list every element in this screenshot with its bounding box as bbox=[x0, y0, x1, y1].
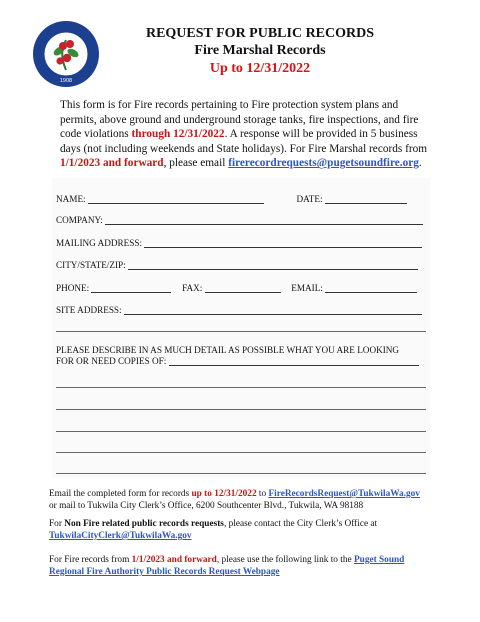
name-label: NAME: bbox=[56, 194, 86, 204]
describe-line-1: PLEASE DESCRIBE IN AS MUCH DETAIL AS POSSIBLE WHAT YOU ARE LOOKING bbox=[56, 345, 400, 355]
fax-field[interactable] bbox=[205, 292, 281, 293]
description-line-5[interactable] bbox=[56, 473, 426, 474]
description-line-4[interactable] bbox=[56, 452, 426, 453]
fire-records-email-link[interactable]: firerecordrequests@pugetsoundfire.org bbox=[228, 157, 419, 170]
footer-non-fire-instructions: For Non Fire related public records requests, please contact the City Clerk’s Office at TukwilaCityClerk@TukwilaWa.gov bbox=[49, 519, 378, 541]
seal-year: 1908 bbox=[59, 78, 73, 84]
from-date: 1/1/2023 and forward bbox=[60, 157, 164, 170]
site-row bbox=[56, 305, 422, 315]
fax-label: FAX: bbox=[182, 283, 203, 293]
form-divider bbox=[56, 331, 426, 332]
mailing-address-label: MAILING ADDRESS: bbox=[56, 238, 143, 248]
name-field[interactable] bbox=[88, 203, 264, 204]
footer-email-instructions: Email the completed form for records up to 12/31/2022 to FireRecordsRequest@TukwilaWa.gov or mail to Tukwila City Clerk’s Office, 6200 Southcenter Blvd., Tukwila, WA 98188 bbox=[49, 489, 420, 511]
mailing-row bbox=[56, 238, 422, 248]
footer-from-date: 1/1/2023 and forward bbox=[131, 555, 217, 565]
date-field[interactable] bbox=[325, 203, 407, 204]
site-address-label: SITE ADDRESS: bbox=[56, 305, 122, 315]
intro-paragraph: This form is for Fire records pertaining to Fire protection system plans and permits, above ground and underground storage tanks, fire inspections, and fire code violations through 12/31/2022. A response will be provided in 5 business days (not including weekends and State holidays). For Fire Marshal records from 1/1/2023 and forward, please email firerecordrequests@pugetsoundfire.org. bbox=[60, 99, 428, 170]
company-row bbox=[56, 215, 423, 225]
mailing-address-field[interactable] bbox=[144, 247, 422, 248]
describe-row bbox=[56, 356, 419, 366]
footer-up-to-date: up to 12/31/2022 bbox=[191, 489, 257, 499]
non-fire-label: Non Fire related public records requests bbox=[64, 519, 224, 529]
puget-sound-link-part-2[interactable]: Regional Fire Authority Public Records Request Webpage bbox=[49, 567, 280, 577]
description-line-3[interactable] bbox=[56, 431, 426, 432]
fire-records-request-link[interactable]: FireRecordsRequest@TukwilaWa.gov bbox=[268, 489, 420, 499]
puget-sound-link-part-1[interactable]: Puget Sound bbox=[353, 555, 405, 565]
date-label: DATE: bbox=[296, 194, 323, 204]
date-range-heading: Up to 12/31/2022 bbox=[209, 61, 311, 76]
company-label: COMPANY: bbox=[56, 215, 103, 225]
page-title: REQUEST FOR PUBLIC RECORDS bbox=[145, 26, 375, 41]
city-row bbox=[56, 260, 418, 270]
email-label: EMAIL: bbox=[291, 283, 323, 293]
footer-forward-instructions: For Fire records from 1/1/2023 and forward, please use the following link to the Puget Sound Regional Fire Authority Public Records Request Webpage bbox=[49, 555, 405, 577]
name-row bbox=[56, 194, 407, 204]
through-date: through 12/31/2022 bbox=[131, 128, 225, 141]
city-state-zip-field[interactable] bbox=[128, 269, 418, 270]
contact-row bbox=[56, 283, 417, 293]
city-clerk-email-link[interactable]: TukwilaCityClerk@TukwilaWa.gov bbox=[49, 531, 192, 541]
page-subtitle: Fire Marshal Records bbox=[194, 43, 326, 58]
phone-field[interactable] bbox=[91, 292, 171, 293]
phone-label: PHONE: bbox=[56, 283, 90, 293]
describe-field[interactable] bbox=[169, 365, 419, 366]
email-field[interactable] bbox=[325, 292, 417, 293]
describe-label: FOR OR NEED COPIES OF: bbox=[56, 356, 167, 366]
city-seal-logo bbox=[32, 20, 100, 88]
description-line-1[interactable] bbox=[56, 387, 426, 388]
description-line-2[interactable] bbox=[56, 409, 426, 410]
city-state-zip-label: CITY/STATE/ZIP: bbox=[56, 260, 126, 270]
company-field[interactable] bbox=[105, 224, 423, 225]
site-address-field[interactable] bbox=[124, 314, 422, 315]
